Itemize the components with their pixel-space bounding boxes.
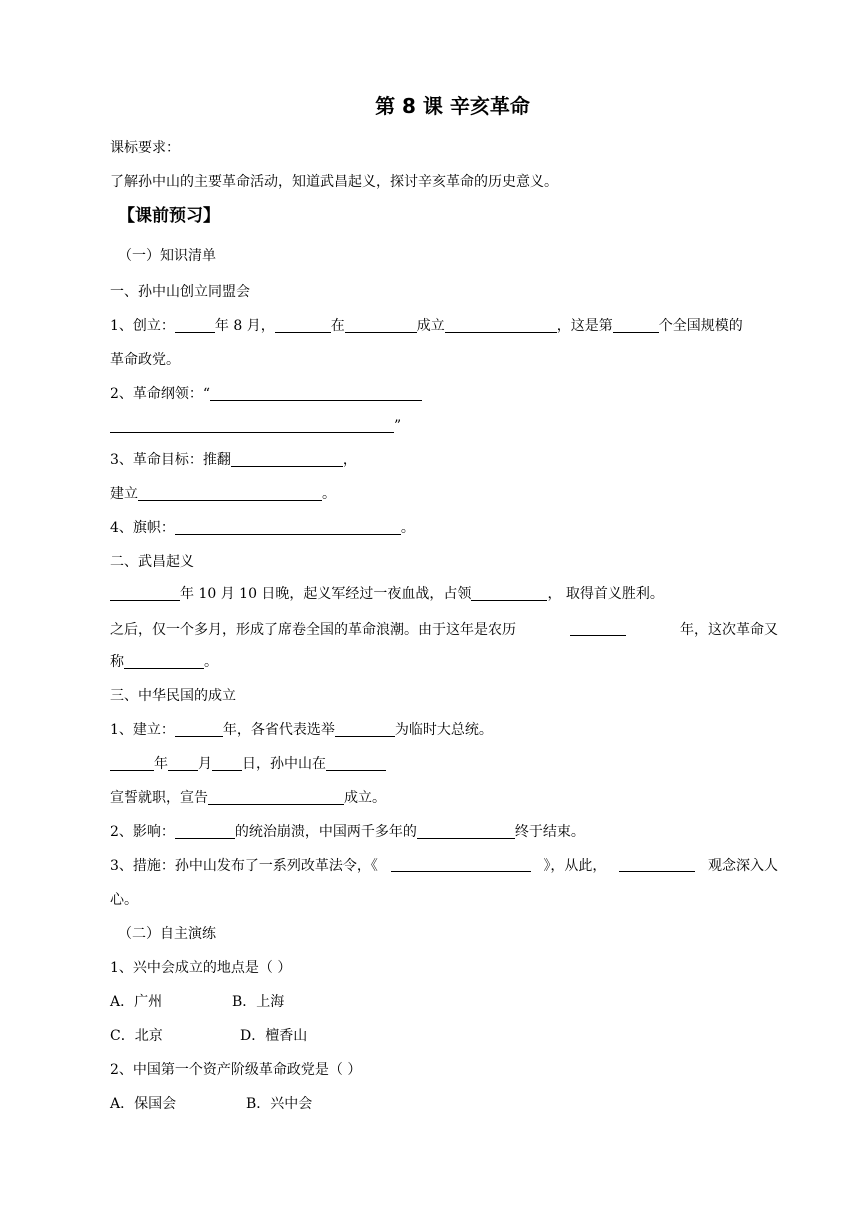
blank[interactable]	[110, 585, 180, 601]
heading-wuchang: 二、武昌起义	[110, 554, 194, 570]
blank[interactable]	[124, 653, 204, 669]
blank[interactable]	[212, 755, 242, 771]
question-goal: 3、革命目标：推翻 ，	[110, 452, 357, 468]
exercise-2-question: 2、中国第一个资产阶级革命政党是（ ）	[110, 1062, 362, 1078]
standard-label: 课标要求：	[110, 140, 180, 156]
blank[interactable]	[175, 823, 235, 839]
question-founding-cont: 革命政党。	[110, 352, 180, 368]
question-xinhai-cont: 称 。	[110, 654, 218, 670]
blank[interactable]	[175, 519, 401, 535]
question-inauguration-date: 年 月 日，孙中山在	[110, 754, 386, 774]
exercise-1-question: 1、兴中会成立的地点是（ ）	[110, 960, 292, 976]
blank[interactable]	[345, 317, 417, 333]
blank[interactable]	[175, 317, 215, 333]
question-proclaim: 宣誓就职，宣告 成立。	[110, 790, 386, 806]
blank[interactable]	[210, 385, 422, 401]
blank[interactable]	[445, 317, 557, 333]
question-xinhai: 之后，仅一个多月，形成了席卷全国的革命浪潮。由于这年是农历 年，这次革命又	[110, 622, 778, 638]
blank[interactable]	[335, 721, 395, 737]
blank[interactable]	[231, 451, 343, 467]
exercise-2-option-a[interactable]: A．保国会	[110, 1096, 177, 1112]
blank[interactable]	[391, 856, 531, 872]
blank[interactable]	[175, 721, 223, 737]
blank[interactable]	[168, 755, 198, 771]
question-measures-cont: 心。	[110, 892, 138, 908]
question-program-cont: ”	[110, 416, 401, 436]
blank[interactable]	[326, 755, 386, 771]
exercise-1-option-c[interactable]: C．北京	[110, 1028, 163, 1044]
subheading-knowledge-list: （一）知识清单	[118, 248, 216, 264]
question-impact: 2、影响： 的统治崩溃，中国两千多年的 终于结束。	[110, 824, 585, 840]
blank[interactable]	[208, 789, 344, 805]
question-establish: 1、建立： 年，各省代表选举 为临时大总统。	[110, 722, 493, 738]
question-measures: 3、措施：孙中山发布了一系列改革法令，《 》，从此， 观念深入人	[110, 858, 778, 874]
question-program: 2、革命纲领：“	[110, 384, 422, 404]
blank[interactable]	[471, 585, 547, 601]
blank[interactable]	[619, 856, 695, 872]
heading-republic: 三、中华民国的成立	[110, 688, 236, 704]
exercise-1-option-d[interactable]: D．檀香山	[240, 1028, 308, 1044]
blank[interactable]	[275, 317, 331, 333]
question-founding: 1、创立： 年 8 月， 在 成立 ，这是第 个全国规模的	[110, 318, 743, 334]
question-wuchang: 年 10 月 10 日晚，起义军经过一夜血战，占领 ， 取得首义胜利。	[110, 584, 664, 604]
question-goal-cont: 建立 。	[110, 486, 336, 502]
heading-tongmenghui: 一、孙中山创立同盟会	[110, 284, 250, 300]
question-banner: 4、旗帜： 。	[110, 520, 415, 536]
section-preview-heading: 【课前预习】	[118, 206, 220, 226]
page-title: 第 8 课 辛亥革命	[375, 94, 530, 118]
blank[interactable]	[110, 755, 154, 771]
standard-text: 了解孙中山的主要革命活动，知道武昌起义，探讨辛亥革命的历史意义。	[110, 174, 558, 190]
blank[interactable]	[570, 620, 626, 636]
exercise-1-option-b[interactable]: B．上海	[232, 994, 285, 1010]
blank[interactable]	[417, 823, 515, 839]
subheading-practice: （二）自主演练	[118, 926, 216, 942]
exercise-1-option-a[interactable]: A．广州	[110, 994, 163, 1010]
blank[interactable]	[138, 485, 322, 501]
blank[interactable]	[110, 417, 394, 433]
exercise-2-option-b[interactable]: B．兴中会	[246, 1096, 313, 1112]
blank[interactable]	[613, 317, 659, 333]
